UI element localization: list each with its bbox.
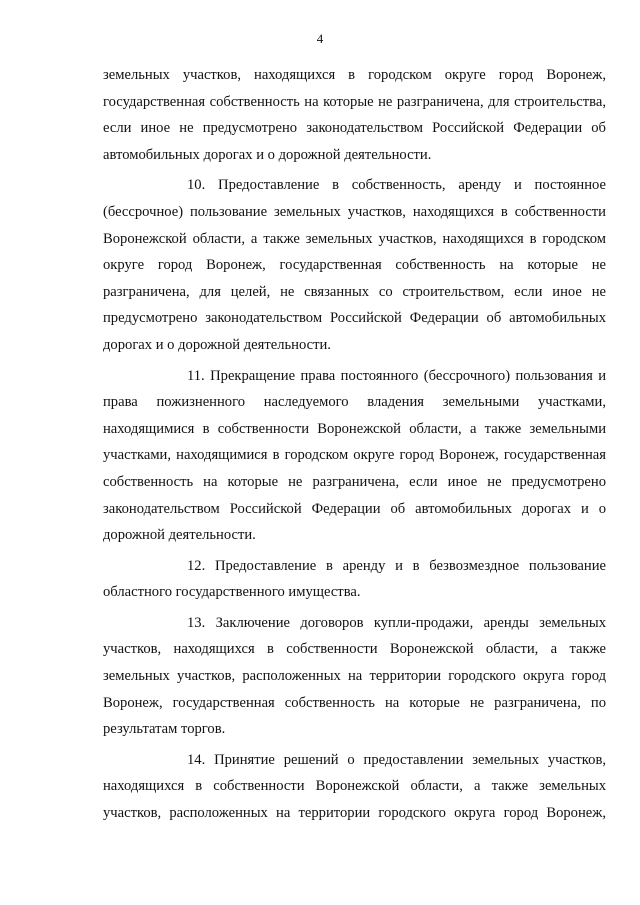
paragraph-number: 13. [187, 614, 206, 631]
page-number: 4 [316, 31, 324, 46]
document-body [103, 62, 606, 827]
paragraph-12 [103, 553, 606, 606]
paragraph-13 [103, 610, 606, 743]
paragraph-text: земельных участков, находящихся в городском округе город Воронеж, государственная собственность на которые не разграничена, для строительства, если иное не предусмотрено законодательством Российской Федерации об автомобильных дорогах и о дорожной деятельности. [103, 67, 606, 163]
paragraph-number: 14. [187, 751, 206, 768]
paragraph-number: 12. [187, 557, 206, 574]
paragraph-11 [103, 363, 606, 549]
paragraph-text: Заключение договоров купли-продажи, аренды земельных участков, находящихся в собственности Воронежской области, а также земельных участков, расположенных на территории городского округа город Воронеж, государственная собственность на которые не разграничена, по результатам торгов. [103, 614, 606, 738]
paragraph-text: Принятие решений о предоставлении земельных участков, находящихся в собственности Воронежской области, а также земельных участков, расположенных на территории городского округа город Воронеж, [103, 751, 606, 822]
paragraph-number: 10. [187, 177, 206, 194]
paragraph-text: Предоставление в собственность, аренду и постоянное (бессрочное) пользование земельных участков, находящихся в собственности Воронежской области, а также земельных участков, находящихся в городском округе город Воронеж, государственная собственность на которые не разграничена, для целей, не связанных со строительством, если иное не предусмотрено законодательством Российской Федерации об автомобильных дорогах и о дорожной деятельности. [103, 177, 606, 353]
paragraph-text: Предоставление в аренду и в безвозмездное пользование областного государственного имущества. [103, 557, 606, 601]
paragraph-continuation [103, 62, 606, 168]
paragraph-text: Прекращение права постоянного (бессрочного) пользования и права пожизненного наследуемого владения земельными участками, находящимися в собственности Воронежской области, а также земельными участками, находящимися в городском округе город Воронеж, государственная собственность на которые не разграничена, если иное не предусмотрено законодательством Российской Федерации об автомобильных дорогах и о дорожной деятельности. [103, 367, 607, 544]
paragraph-number: 11. [187, 367, 205, 384]
paragraph-14 [103, 747, 606, 827]
paragraph-10 [103, 172, 606, 358]
